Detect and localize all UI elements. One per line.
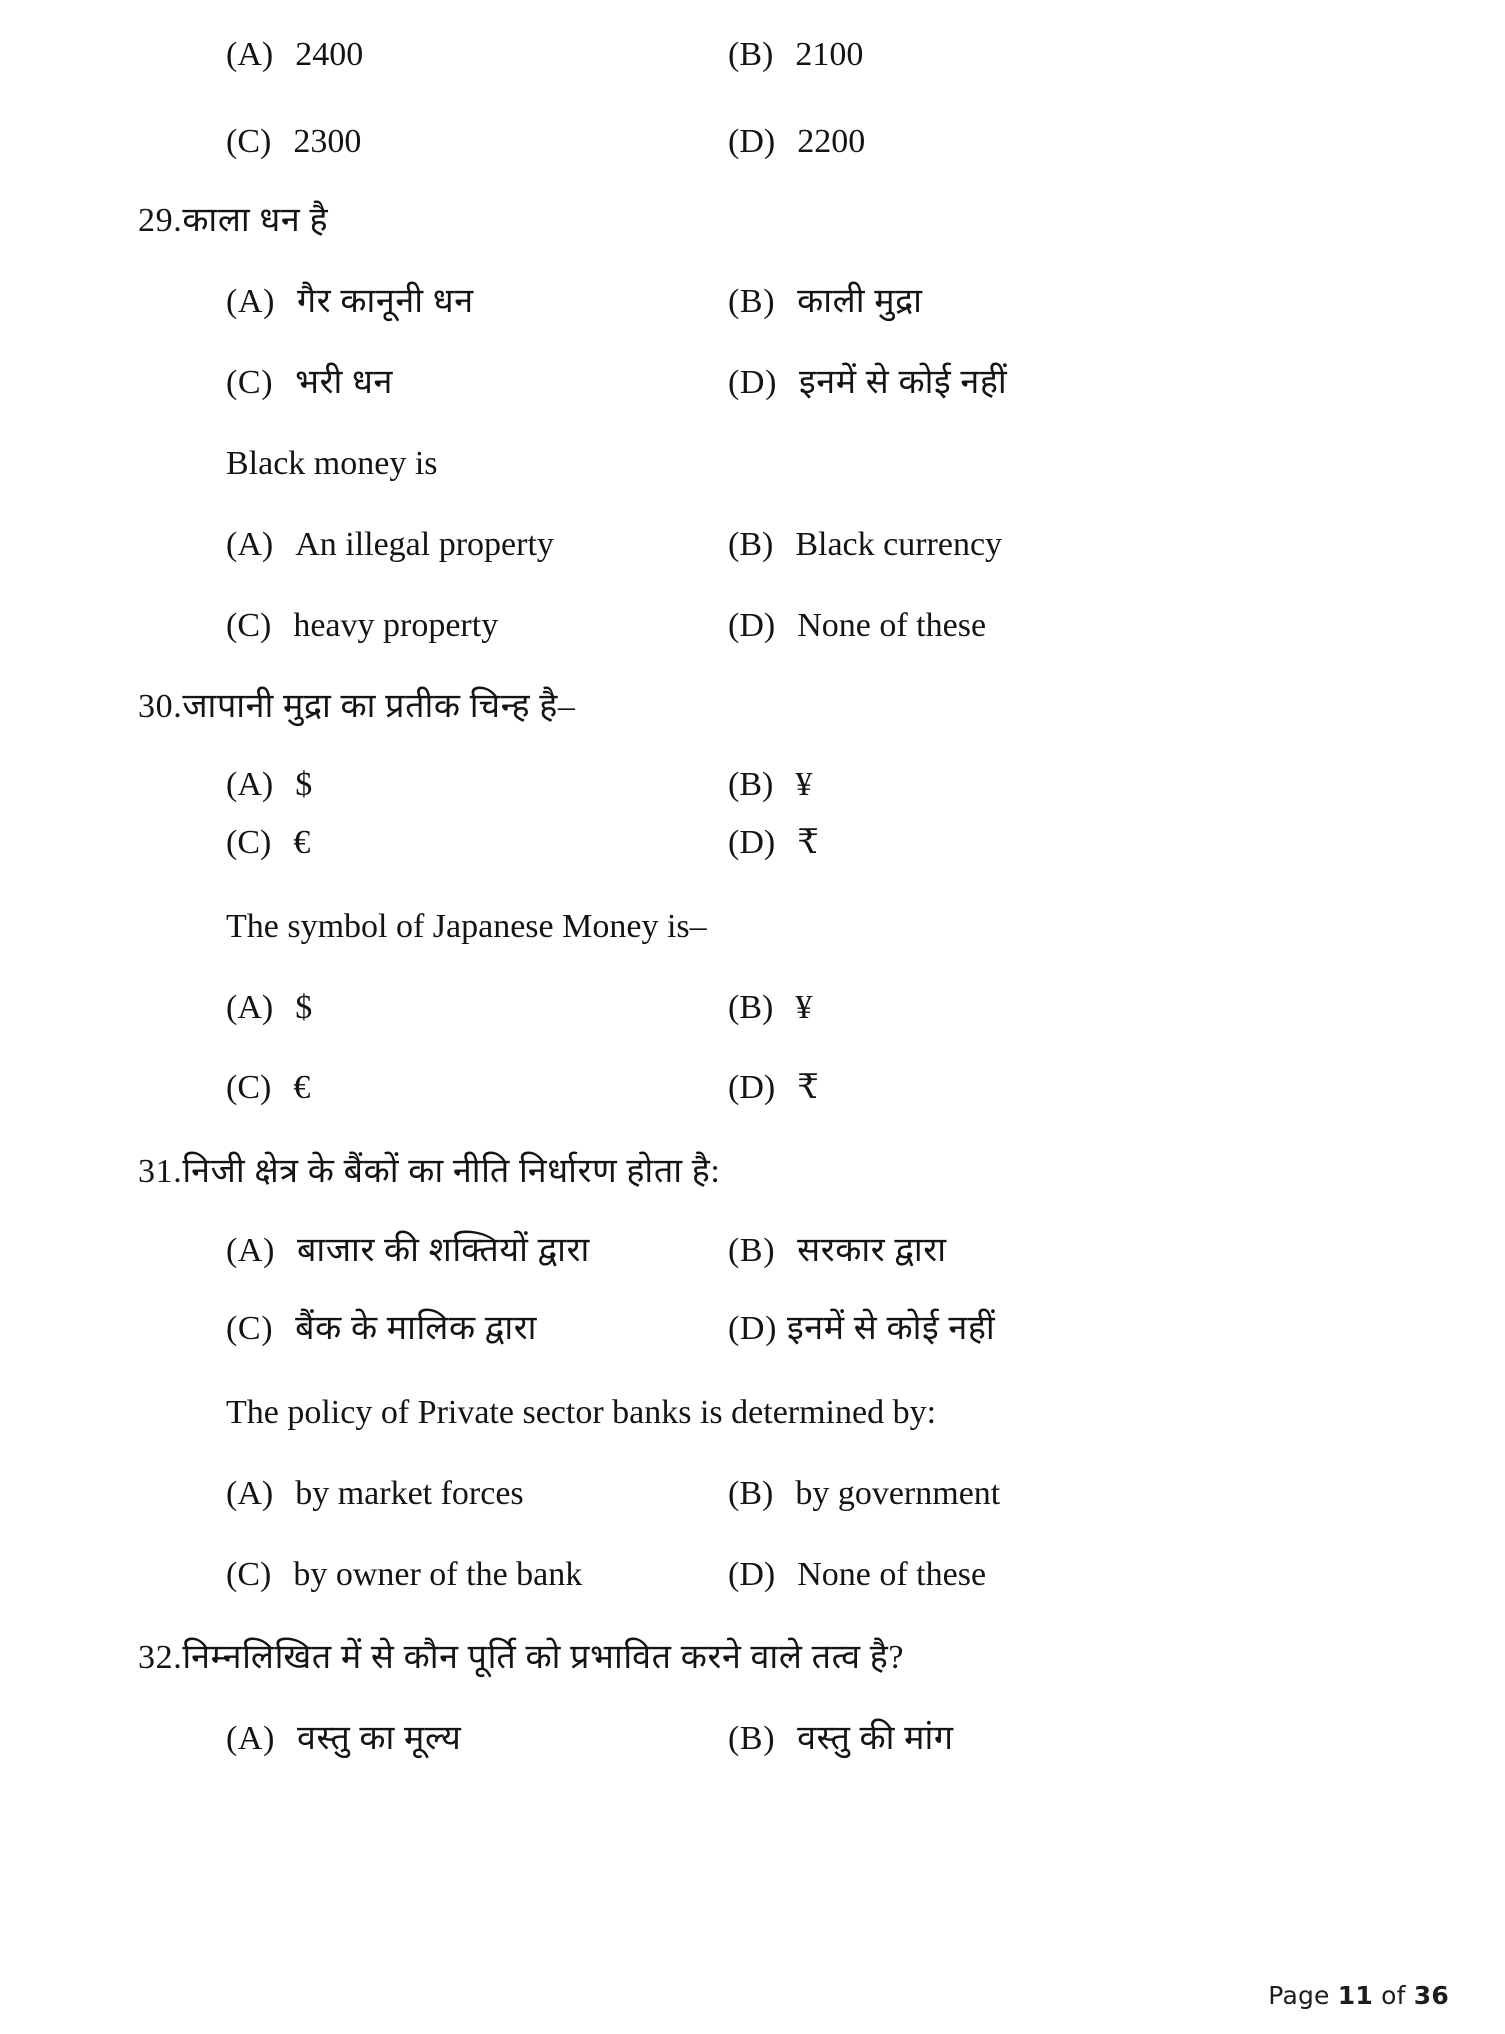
- option-value: बैंक के मालिक द्वारा: [295, 1310, 538, 1348]
- currency-symbol-yen: ¥: [795, 765, 813, 803]
- page-of-label: of: [1381, 1981, 1406, 2010]
- option-key: (C): [226, 824, 272, 862]
- option-value: काली मुद्रा: [797, 283, 923, 321]
- currency-symbol-dollar: $: [295, 765, 313, 803]
- option-row: [226, 987, 1358, 1030]
- option-row: [226, 34, 1358, 77]
- option-key: (D): [728, 1069, 776, 1107]
- currency-symbol-euro: €: [293, 1069, 311, 1107]
- option-key: (C): [226, 1069, 272, 1107]
- option-c[interactable]: [226, 1554, 728, 1597]
- option-b[interactable]: [728, 1230, 1358, 1273]
- option-row: [226, 1473, 1358, 1516]
- question-31-stem-english: The policy of Private sector banks is determined by:: [226, 1393, 937, 1431]
- option-row: [226, 1718, 1358, 1761]
- option-row: [226, 1067, 1358, 1110]
- question-30-stem-hindi: [138, 685, 1358, 729]
- option-value: by market forces: [295, 1475, 524, 1513]
- option-b[interactable]: [728, 281, 1358, 324]
- question-30-stem-english: The symbol of Japanese Money is–: [226, 907, 707, 945]
- option-value: इनमें से कोई नहीं: [787, 1310, 996, 1348]
- option-row: [226, 822, 1358, 865]
- option-row: [226, 605, 1358, 648]
- option-key: (B): [728, 526, 774, 564]
- option-d[interactable]: [728, 1067, 1358, 1110]
- option-key: (D): [728, 1555, 776, 1593]
- option-c[interactable]: [226, 822, 728, 865]
- option-key: (B): [728, 1720, 776, 1758]
- option-d[interactable]: [728, 121, 1358, 164]
- option-b[interactable]: [728, 524, 1358, 567]
- option-key: (A): [226, 1720, 275, 1758]
- option-value: heavy property: [293, 606, 499, 644]
- option-c[interactable]: [226, 1308, 728, 1351]
- option-d[interactable]: [728, 605, 1358, 648]
- option-key: (A): [226, 1231, 275, 1269]
- option-key: (B): [728, 1475, 774, 1513]
- option-key: (D): [728, 1310, 777, 1348]
- option-a[interactable]: [226, 764, 728, 807]
- option-b[interactable]: [728, 764, 1358, 807]
- option-key: (C): [226, 606, 272, 644]
- option-row: [226, 1230, 1358, 1273]
- option-d[interactable]: [728, 362, 1358, 405]
- option-value: 2100: [795, 36, 864, 73]
- option-c[interactable]: [226, 362, 728, 405]
- currency-symbol-rupee: ₹: [797, 824, 819, 862]
- option-key: (D): [728, 122, 776, 160]
- question-31-stem-hindi: [138, 1150, 1358, 1194]
- option-b[interactable]: [728, 987, 1358, 1030]
- question-29-stem-hindi: [138, 199, 1358, 243]
- option-a[interactable]: [226, 987, 728, 1030]
- option-key: (B): [728, 36, 774, 73]
- option-key: (C): [226, 122, 272, 160]
- option-key: (B): [728, 283, 776, 321]
- option-key: (A): [226, 283, 275, 321]
- option-value: None of these: [797, 606, 987, 644]
- option-value: बाजार की शक्तियों द्वारा: [297, 1231, 590, 1269]
- currency-symbol-yen: ¥: [795, 988, 813, 1026]
- option-key: (D): [728, 363, 777, 401]
- option-value: भरी धन: [295, 363, 394, 401]
- question-number: 30.: [138, 688, 183, 726]
- option-value: वस्तु का मूल्य: [297, 1720, 462, 1758]
- option-c[interactable]: [226, 1067, 728, 1110]
- option-a[interactable]: [226, 1473, 728, 1516]
- option-key: (B): [728, 988, 774, 1026]
- option-d[interactable]: [728, 1554, 1358, 1597]
- option-key: (C): [226, 1555, 272, 1593]
- option-value: गैर कानूनी धन: [297, 283, 474, 321]
- question-number: 31.: [138, 1152, 183, 1190]
- option-row: [226, 121, 1358, 164]
- option-key: (B): [728, 765, 774, 803]
- option-key: (C): [226, 1310, 274, 1348]
- option-value: An illegal property: [295, 526, 554, 564]
- option-c[interactable]: [226, 605, 728, 648]
- question-text: काला धन है: [182, 202, 329, 239]
- option-key: (A): [226, 1475, 274, 1513]
- option-a[interactable]: [226, 1718, 728, 1761]
- page-footer: [1268, 1981, 1449, 2010]
- question-number: 32.: [138, 1639, 183, 1677]
- option-a[interactable]: [226, 281, 728, 324]
- option-row: [226, 281, 1358, 324]
- option-key: (A): [226, 988, 274, 1026]
- option-d[interactable]: [728, 1308, 1358, 1351]
- page-label: Page: [1268, 1981, 1330, 2010]
- option-row: [226, 1554, 1358, 1597]
- option-d[interactable]: [728, 822, 1358, 865]
- option-value: सरकार द्वारा: [797, 1231, 947, 1269]
- option-value: Black currency: [795, 526, 1003, 564]
- option-key: (A): [226, 36, 274, 73]
- page-current: 11: [1337, 1981, 1373, 2010]
- option-a[interactable]: [226, 34, 728, 77]
- option-a[interactable]: [226, 1230, 728, 1273]
- page-total: 36: [1413, 1981, 1449, 2010]
- option-value: by owner of the bank: [293, 1555, 583, 1593]
- option-key: (B): [728, 1231, 776, 1269]
- option-value: 2200: [797, 122, 866, 160]
- option-value: इनमें से कोई नहीं: [799, 363, 1008, 401]
- option-row: [226, 362, 1358, 405]
- option-value: None of these: [797, 1555, 987, 1593]
- currency-symbol-dollar: $: [295, 988, 313, 1026]
- option-b[interactable]: [728, 1718, 1358, 1761]
- option-value: 2400: [295, 36, 364, 73]
- currency-symbol-rupee: ₹: [797, 1069, 819, 1107]
- option-b[interactable]: [728, 1473, 1358, 1516]
- question-list: [138, 34, 1358, 1761]
- question-text: निजी क्षेत्र के बैंकों का नीति निर्धारण होता है:: [182, 1152, 721, 1190]
- option-key: (D): [728, 824, 776, 862]
- option-a[interactable]: [226, 524, 728, 567]
- option-c[interactable]: [226, 121, 728, 164]
- option-key: (C): [226, 363, 274, 401]
- question-32-stem-hindi: [138, 1636, 1358, 1680]
- option-value: वस्तु की मांग: [797, 1720, 954, 1758]
- question-number: 29.: [138, 202, 183, 239]
- currency-symbol-euro: €: [293, 824, 311, 862]
- option-b[interactable]: [728, 34, 1358, 77]
- question-29-stem-english: Black money is: [226, 445, 438, 483]
- question-text: निम्नलिखित में से कौन पूर्ति को प्रभावित करने वाले तत्व है?: [182, 1639, 905, 1677]
- option-key: (A): [226, 765, 274, 803]
- option-row: [226, 524, 1358, 567]
- option-value: 2300: [293, 122, 362, 160]
- option-row: [226, 764, 1358, 807]
- option-key: (A): [226, 526, 274, 564]
- question-text: जापानी मुद्रा का प्रतीक चिन्ह है–: [182, 688, 576, 726]
- option-value: by government: [795, 1475, 1001, 1513]
- option-row: [226, 1308, 1358, 1351]
- option-key: (D): [728, 606, 776, 644]
